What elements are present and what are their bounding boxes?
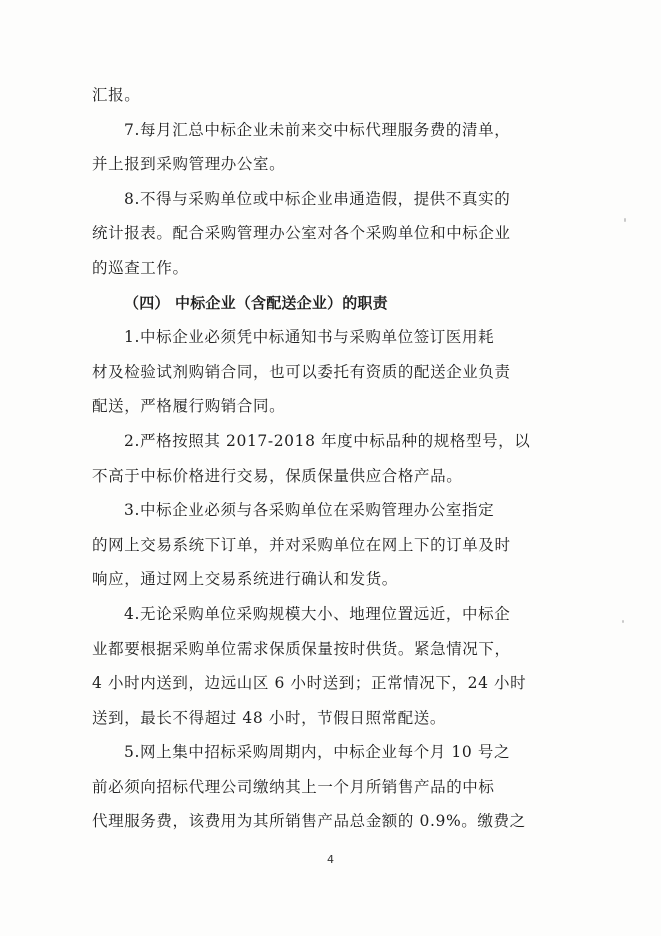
text-line: 汇报。 <box>92 86 141 104</box>
text-line: 2.严格按照其 2017-2018 年度中标品种的规格型号，以 <box>124 431 531 450</box>
text-line: 的巡查工作。 <box>92 258 189 277</box>
text-line: 统计报表。配合采购管理办公室对各个采购单位和中标企业 <box>92 224 511 243</box>
text-line: 4.无论采购单位采购规模大小、地理位置远近，中标企 <box>124 604 511 623</box>
text-line: 业都要根据采购单位需求保质保量按时供货。紧急情况下， <box>92 639 511 658</box>
document-body <box>92 78 557 839</box>
text-line: 8.不得与采购单位或中标企业串通造假，提供不真实的 <box>124 189 511 208</box>
text-line: 1.中标企业必须凭中标通知书与采购单位签订医用耗 <box>124 328 495 347</box>
text-line: 代理服务费，该费用为其所销售产品总金额的 0.9%。缴费之 <box>92 812 526 831</box>
text-line: 的网上交易系统下订单，并对采购单位在网上下的订单及时 <box>92 535 511 554</box>
text-line: 配送，严格履行购销合同。 <box>92 397 286 416</box>
text-line: 5.网上集中招标采购周期内，中标企业每个月 10 号之 <box>124 743 511 762</box>
scan-speck <box>624 218 626 222</box>
page-number: 4 <box>327 853 334 866</box>
text-line: 响应，通过网上交易系统进行确认和发货。 <box>92 570 398 589</box>
text-line: 7.每月汇总中标企业未前来交中标代理服务费的清单， <box>124 120 511 139</box>
text-line: 不高于中标价格进行交易，保质保量供应合格产品。 <box>92 466 463 485</box>
scan-speck <box>622 620 624 623</box>
text-line: 并上报到采购管理办公室。 <box>92 155 286 174</box>
text-line: 前必须向招标代理公司缴纳其上一个月所销售产品的中标 <box>92 777 495 796</box>
section-heading: （四） 中标企业（含配送企业）的职责 <box>124 293 388 312</box>
text-line: 材及检验试剂购销合同，也可以委托有资质的配送企业负责 <box>92 362 511 381</box>
text-line: 4 小时内送到，边远山区 6 小时送到；正常情况下，24 小时 <box>92 674 527 693</box>
text-line: 3.中标企业必须与各采购单位在采购管理办公室指定 <box>124 501 495 520</box>
text-line: 送到，最长不得超过 48 小时，节假日照常配送。 <box>92 708 446 727</box>
